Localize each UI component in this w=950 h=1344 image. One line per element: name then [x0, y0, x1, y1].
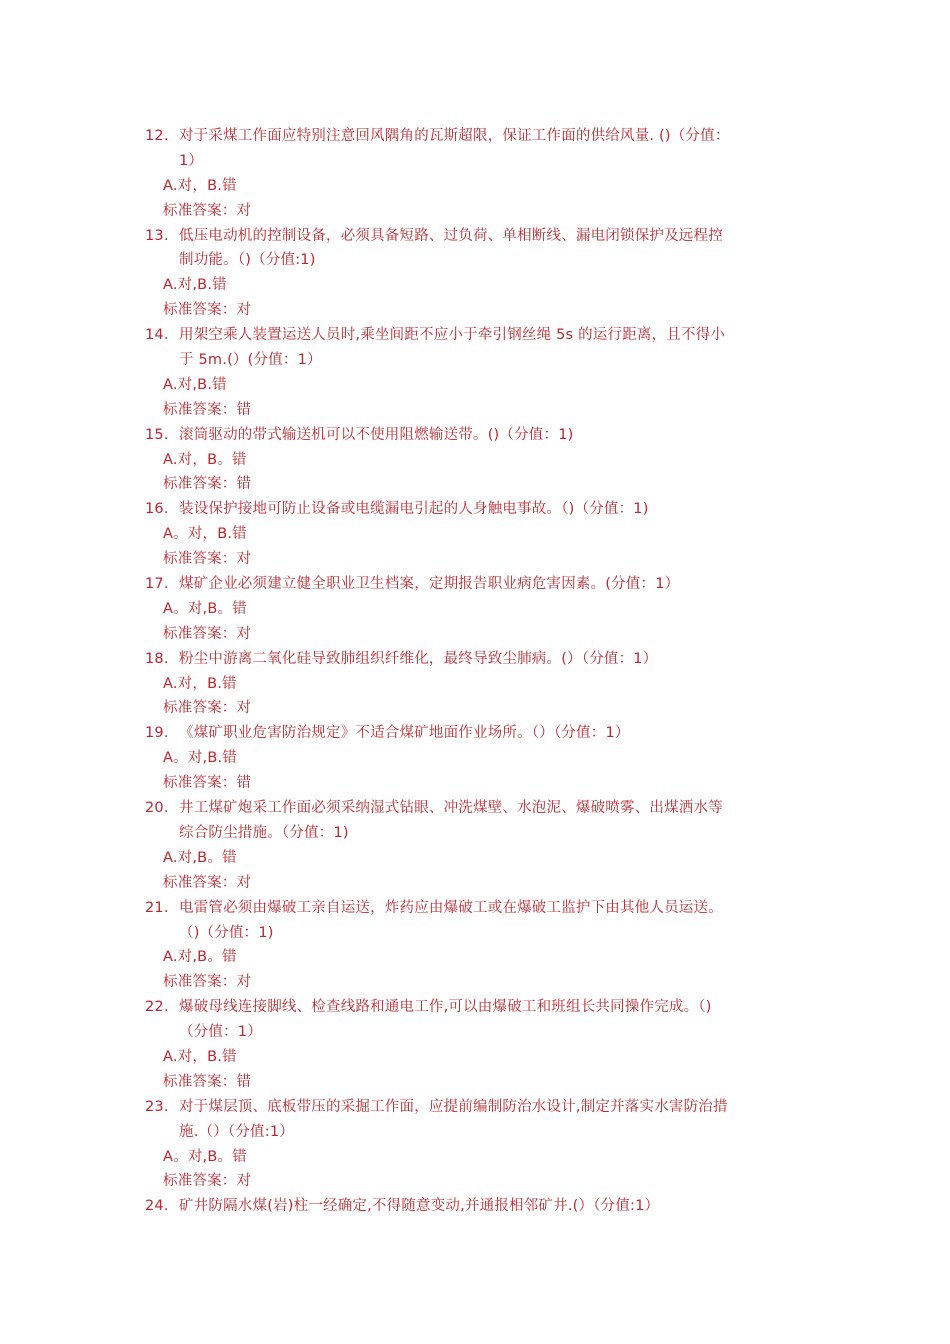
question-item — [145, 497, 805, 572]
answer-options: A.对,B.错 — [163, 277, 227, 294]
question-first-line — [145, 497, 805, 522]
question-item — [145, 721, 805, 796]
question-first-line — [145, 796, 805, 821]
question-text: 粉尘中游离二氧化硅导致肺组织纤维化，最终导致尘肺病。(）（分值：1） — [179, 650, 658, 667]
standard-answer: 标准答案：对 — [163, 302, 252, 319]
question-text: 用架空乘人装置运送人员时,乘坐间距不应小于牵引钢丝绳 5s 的运行距离，且不得小 — [179, 327, 726, 344]
question-first-line — [145, 995, 805, 1020]
question-first-line — [145, 896, 805, 921]
question-first-line — [145, 1095, 805, 1120]
question-first-line — [145, 423, 805, 448]
answer-options: A.对,B。错 — [163, 849, 237, 866]
question-item — [145, 323, 805, 423]
standard-answer: 标准答案：对 — [163, 874, 252, 891]
question-first-line — [145, 721, 805, 746]
question-number: 17. — [145, 576, 169, 593]
standard-answer: 标准答案：错 — [163, 476, 252, 493]
question-number: 16. — [145, 501, 169, 518]
question-text-continued: 于 5m.(）(分值：1） — [179, 352, 322, 369]
answer-options: A.对，B.错 — [163, 177, 237, 194]
answer-options: A.对，B.错 — [163, 1048, 237, 1065]
question-number: 13. — [145, 227, 169, 244]
question-first-line — [145, 1194, 805, 1219]
answer-options: A.对，B.错 — [163, 675, 237, 692]
question-item — [145, 124, 805, 224]
question-text-continued: （)（分值：1) — [179, 924, 274, 941]
answer-options: A.对，B。错 — [163, 451, 247, 468]
answer-options: A。对,B。错 — [163, 1148, 247, 1165]
question-text-continued: 制功能。（)（分值:1) — [179, 252, 316, 269]
question-first-line — [145, 224, 805, 249]
question-number: 14. — [145, 327, 169, 344]
question-item — [145, 1194, 805, 1219]
question-item — [145, 647, 805, 722]
question-first-line — [145, 647, 805, 672]
question-item — [145, 423, 805, 498]
question-text-continued: 1） — [179, 152, 204, 169]
standard-answer: 标准答案：错 — [163, 401, 252, 418]
answer-options: A.对,B。错 — [163, 949, 237, 966]
answer-options: A.对,B.错 — [163, 376, 227, 393]
question-item — [145, 224, 805, 324]
answer-options: A。对,B.错 — [163, 750, 237, 767]
standard-answer: 标准答案：对 — [163, 700, 252, 717]
question-number: 20. — [145, 800, 169, 817]
question-item — [145, 572, 805, 647]
question-number: 21. — [145, 899, 169, 916]
question-item — [145, 796, 805, 896]
question-text: 煤矿企业必须建立健全职业卫生档案，定期报告职业病危害因素。(分值：1） — [179, 576, 680, 593]
question-text: 爆破母线连接脚线、检查线路和通电工作,可以由爆破工和班组长共同操作完成。（) — [179, 999, 712, 1016]
question-first-line — [145, 124, 805, 149]
question-text: 滚筒驱动的带式输送机可以不使用阻燃输送带。()（分值：1) — [179, 426, 574, 443]
question-number: 24. — [145, 1198, 169, 1215]
standard-answer: 标准答案：错 — [163, 1073, 252, 1090]
question-number: 23. — [145, 1098, 169, 1115]
standard-answer: 标准答案：对 — [163, 974, 252, 991]
question-text: 装设保护接地可防止设备或电缆漏电引起的人身触电事故。（)（分值：1) — [179, 501, 649, 518]
question-number: 18. — [145, 650, 169, 667]
standard-answer: 标准答案：错 — [163, 775, 252, 792]
standard-answer: 标准答案：对 — [163, 551, 252, 568]
standard-answer: 标准答案：对 — [163, 1173, 252, 1190]
question-text: 电雷管必须由爆破工亲自运送，炸药应由爆破工或在爆破工监护下由其他人员运送。 — [179, 899, 723, 916]
question-text: 对于采煤工作面应特别注意回风隅角的瓦斯超限，保证工作面的供给风量. ()（分值： — [179, 128, 730, 144]
question-number: 22. — [145, 999, 169, 1016]
standard-answer: 标准答案：对 — [163, 202, 252, 219]
question-text: 低压电动机的控制设备，必须具备短路、过负荷、单相断线、漏电闭锁保护及远程控 — [179, 227, 723, 244]
question-text: 井工煤矿炮采工作面必须采纳湿式钻眼、冲洗煤壁、水泡泥、爆破喷雾、出煤洒水等 — [179, 800, 723, 817]
answer-options: A。对,B。错 — [163, 600, 247, 617]
question-item — [145, 995, 805, 1095]
question-number: 15. — [145, 426, 169, 443]
question-text: 对于煤层顶、底板带压的采掘工作面，应提前编制防治水设计,制定并落实水害防治措 — [179, 1098, 728, 1115]
question-item — [145, 1095, 805, 1195]
question-first-line — [145, 572, 805, 597]
question-text: 《煤矿职业危害防治规定》不适合煤矿地面作业场所。（）（分值：1） — [179, 725, 630, 742]
question-first-line — [145, 323, 805, 348]
question-text: 矿井防隔水煤(岩)柱一经确定,不得随意变动,并通报相邻矿井.(）（分值:1） — [179, 1198, 660, 1215]
question-text-continued: 施.（）（分值:1） — [179, 1123, 294, 1140]
question-text-continued: （分值：1） — [179, 1024, 262, 1041]
answer-options: A。对，B.错 — [163, 526, 247, 543]
question-text-continued: 综合防尘措施。（分值：1) — [179, 824, 349, 841]
question-item — [145, 896, 805, 996]
question-list — [145, 124, 805, 1219]
standard-answer: 标准答案：对 — [163, 625, 252, 642]
question-number: 12. — [145, 128, 169, 144]
question-number: 19. — [145, 725, 169, 742]
